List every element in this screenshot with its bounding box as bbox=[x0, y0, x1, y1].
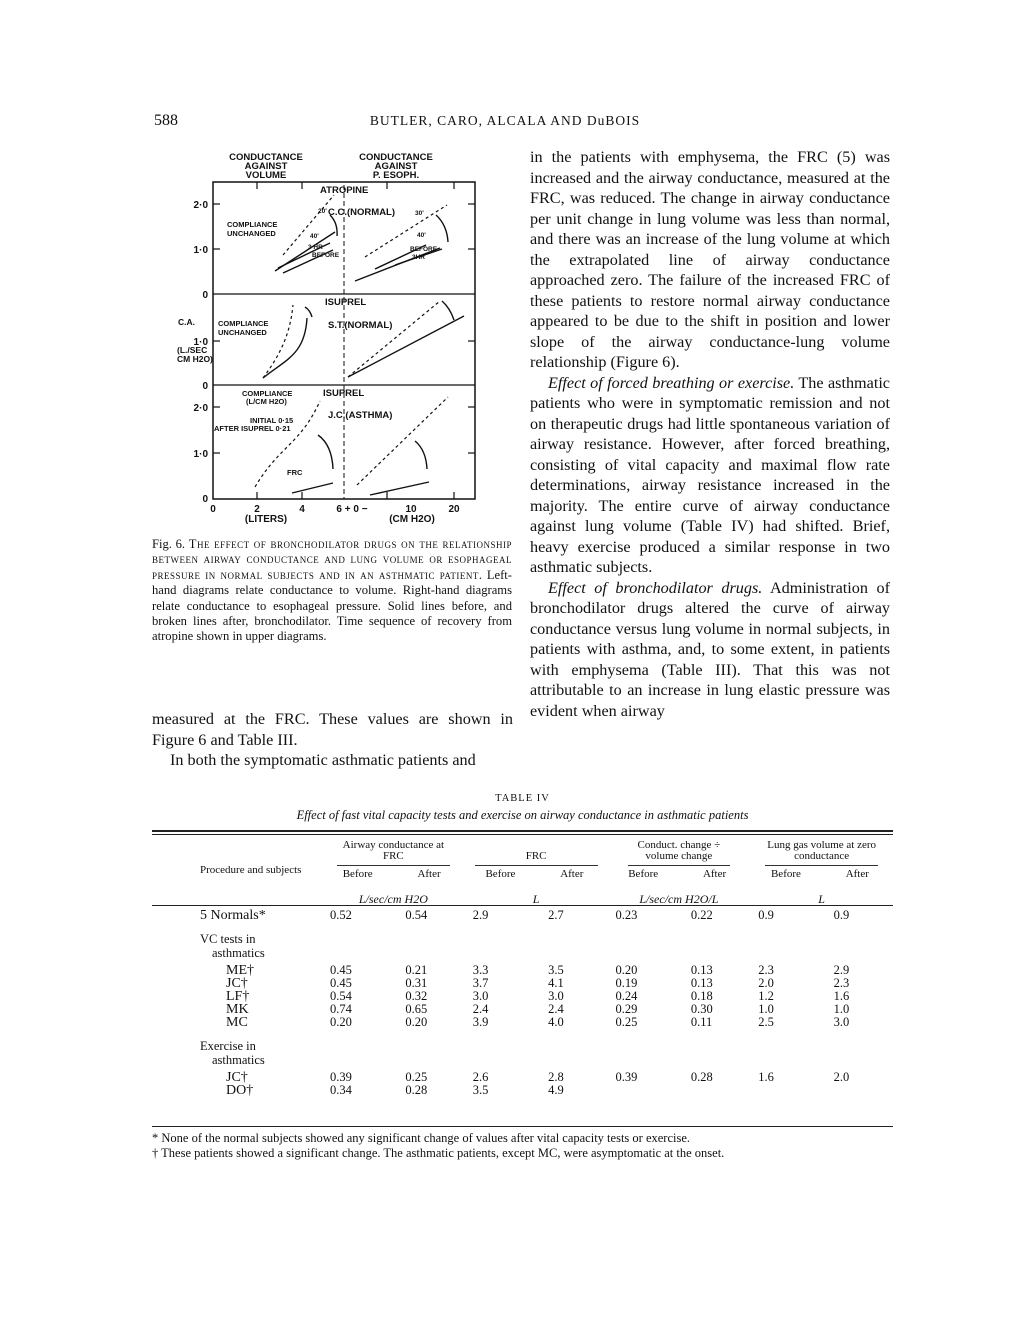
panel-subject: C.C.(NORMAL) bbox=[328, 207, 396, 218]
cell-value: 0.9 bbox=[758, 908, 774, 922]
panel-note: UNCHANGED bbox=[227, 229, 276, 238]
paragraph-body: Administration of bronchodilator drugs altered the curve of airway conductance versus lung volume in normal subjects, in patients with asthma, and, to some extent, in patients with emphysema (Table III). That this was not attributable to an increase in lung elastic pressure was evident when airway bbox=[530, 578, 890, 720]
x-unit: (LITERS) bbox=[244, 514, 288, 525]
row-label: 5 Normals* bbox=[200, 908, 266, 923]
y-label: C.A. bbox=[178, 317, 195, 327]
panel-note: INITIAL 0·15 bbox=[250, 416, 294, 425]
col-title: P. ESOPH. bbox=[372, 170, 420, 181]
cell-value: 1.2 bbox=[758, 989, 774, 1003]
cell-value: 0.32 bbox=[405, 989, 428, 1003]
cell-value: 0.54 bbox=[405, 908, 428, 922]
cell-value: 0.45 bbox=[330, 963, 352, 977]
paragraph: In both the symptomatic asthmatic patients and bbox=[170, 751, 476, 769]
col-title: CONDUCTANCE bbox=[359, 152, 433, 163]
cell-value: 0.29 bbox=[615, 1002, 638, 1016]
cell-value: 0.18 bbox=[690, 989, 713, 1003]
group-header: Conduct. change ÷ volume change bbox=[628, 840, 731, 866]
col-title: AGAINST bbox=[374, 161, 418, 172]
col-before: Before bbox=[485, 868, 516, 880]
paragraph: in the patients with emphysema, the FRC (5) was increased and the airway conductance, measured at the FRC, was reduced. The change in airway conductance per unit change in lung volume was less than normal, and there was an increase of the lung volume at which the extrapolated line of airway conductance approached zero. The failure of the increased FRC of these patients to restore normal airway conductance appeared to be due to the shift in position and lower slope of the airway conductance-lung volume relationship (Figure 6). bbox=[530, 148, 890, 371]
frc-label: FRC bbox=[287, 468, 303, 477]
cell-value bbox=[822, 1084, 893, 1097]
panel-drug: ATROPINE bbox=[320, 185, 369, 196]
footnote: * None of the normal subjects showed any significant change of values after vital capacity tests or exercise. bbox=[152, 1131, 691, 1145]
cell-value: 0.39 bbox=[330, 1070, 352, 1084]
cell-value: 3.5 bbox=[472, 1083, 489, 1097]
col-title: AGAINST bbox=[244, 161, 288, 172]
group-header: Lung gas volume at zero conductance bbox=[765, 840, 878, 866]
curve-label: BEFORE bbox=[410, 246, 438, 253]
cell-value: 0.25 bbox=[615, 1015, 638, 1029]
col-before: Before bbox=[770, 868, 801, 880]
table-row bbox=[152, 990, 893, 1003]
row-label: MK bbox=[226, 1002, 249, 1017]
table-row bbox=[152, 1067, 893, 1084]
curve-label: BEFORE bbox=[312, 252, 340, 259]
table-top-rule bbox=[152, 830, 893, 832]
x-tick: 2 bbox=[254, 504, 260, 515]
group-header: FRC bbox=[475, 851, 598, 866]
col-after: After bbox=[560, 868, 584, 880]
cell-value: 4.0 bbox=[548, 1015, 564, 1029]
table-row bbox=[152, 977, 893, 990]
table-group-row bbox=[152, 922, 893, 960]
cell-value: 2.9 bbox=[833, 963, 850, 977]
table-row bbox=[152, 1016, 893, 1029]
units: L bbox=[818, 892, 825, 906]
cell-value: 0.74 bbox=[330, 1002, 352, 1016]
units: L/sec/cm H2O/L bbox=[639, 892, 719, 906]
col-after: After bbox=[845, 868, 869, 880]
row-label: JC† bbox=[226, 976, 248, 991]
row-label: ME† bbox=[226, 963, 254, 978]
panel-note: UNCHANGED bbox=[218, 328, 267, 337]
y-tick: 1·0 bbox=[193, 337, 208, 348]
table-footnotes bbox=[152, 1131, 897, 1161]
panel-note: AFTER ISUPREL 0·21 bbox=[214, 424, 291, 433]
cell-value: 0.23 bbox=[615, 908, 638, 922]
cell-value: 0.21 bbox=[405, 963, 428, 977]
curve-label: 40' bbox=[417, 232, 426, 239]
figure-6 bbox=[150, 145, 490, 525]
group-label: VC tests in asthmatics bbox=[200, 932, 265, 960]
cell-value: 0.25 bbox=[405, 1070, 428, 1084]
cell-value: 0.20 bbox=[405, 1015, 428, 1029]
caption-lead: Fig. 6. bbox=[152, 537, 186, 551]
panel-note: COMPLIANCE bbox=[218, 319, 269, 328]
cell-value: 3.9 bbox=[472, 1015, 489, 1029]
cell-value bbox=[679, 1084, 750, 1097]
cell-value: 0.13 bbox=[690, 963, 713, 977]
table-title: TABLE IV bbox=[495, 793, 550, 804]
curve-label: 3 HR bbox=[308, 244, 323, 251]
x-unit: (CM H2O) bbox=[389, 514, 435, 525]
paragraph bbox=[530, 373, 890, 578]
panel-note: COMPLIANCE bbox=[242, 389, 293, 398]
x-tick: 20 bbox=[448, 504, 460, 515]
cell-value: 2.9 bbox=[472, 908, 489, 922]
panel-drug: ISUPREL bbox=[323, 388, 365, 399]
col-title: VOLUME bbox=[245, 170, 287, 181]
cell-value bbox=[608, 1084, 679, 1097]
row-label: LF† bbox=[226, 989, 250, 1004]
row-label: JC† bbox=[226, 1070, 248, 1085]
curve-label: 3HR bbox=[412, 254, 426, 261]
cell-value: 0.13 bbox=[690, 976, 713, 990]
group-label: Exercise in asthmatics bbox=[200, 1039, 265, 1067]
y-tick: 0 bbox=[202, 494, 208, 505]
cell-value: 2.4 bbox=[472, 1002, 489, 1016]
col-before: Before bbox=[342, 868, 373, 880]
panel-subject: S.T.(NORMAL) bbox=[328, 320, 393, 331]
cell-value: 3.7 bbox=[472, 976, 489, 990]
cell-value: 0.39 bbox=[615, 1070, 638, 1084]
cell-value: 0.22 bbox=[690, 908, 713, 922]
curve-label: 20' bbox=[318, 208, 327, 215]
cell-value: 0.52 bbox=[330, 908, 352, 922]
group-header: Airway conductance at FRC bbox=[337, 840, 450, 866]
cell-value: 1.0 bbox=[758, 1002, 774, 1016]
cell-value: 1.0 bbox=[833, 1002, 850, 1016]
x-tick: 6 + 0 − bbox=[336, 504, 368, 515]
table-row bbox=[152, 1084, 893, 1097]
paragraph: measured at the FRC. These values are shown in Figure 6 and Table III. bbox=[152, 710, 513, 749]
y-label: CM H2O) bbox=[177, 354, 213, 364]
panel-subject: J.C.(ASTHMA) bbox=[328, 410, 393, 421]
table-iv bbox=[152, 840, 893, 1097]
cell-value: 2.5 bbox=[758, 1015, 774, 1029]
panel-drug: ISUPREL bbox=[325, 297, 367, 308]
left-column-text bbox=[152, 709, 513, 771]
cell-value: 3.0 bbox=[833, 1015, 850, 1029]
row-label: DO† bbox=[226, 1083, 254, 1098]
panel-note: (L/CM H2O) bbox=[246, 397, 287, 406]
cell-value: 1.6 bbox=[833, 989, 850, 1003]
cell-value: 3.0 bbox=[472, 989, 489, 1003]
col-after: After bbox=[417, 868, 441, 880]
row-label: MC bbox=[226, 1015, 248, 1030]
cell-value: 4.9 bbox=[548, 1083, 564, 1097]
x-tick: 10 bbox=[405, 504, 417, 515]
cell-value: 0.28 bbox=[690, 1070, 713, 1084]
curve-label: 40' bbox=[310, 233, 319, 240]
col-after: After bbox=[702, 868, 727, 880]
cell-value: 0.45 bbox=[330, 976, 352, 990]
cell-value bbox=[750, 1084, 821, 1097]
cell-value: 0.28 bbox=[405, 1083, 428, 1097]
paragraph bbox=[530, 578, 890, 722]
y-tick: 1·0 bbox=[193, 245, 208, 256]
curve-label: 30' bbox=[415, 210, 424, 217]
table-subtitle: Effect of fast vital capacity tests and exercise on airway conductance in asthmatic patients bbox=[296, 808, 749, 822]
table-bottom-rule bbox=[152, 1126, 893, 1127]
cell-value: 2.6 bbox=[472, 1070, 489, 1084]
cell-value: 3.3 bbox=[472, 963, 489, 977]
table-top-rule bbox=[152, 834, 893, 835]
paragraph-body: The asthmatic patients who were in symptomatic remission and not on therapeutic drugs had little spontaneous variation of airway resistance. However, after forced breathing, consisting of vital capacity and maximal flow rate determinations, airway resistance increased in the majority. The entire curve of airway conductance against lung volume (Table IV) had shifted. Brief, heavy exercise produced a similar response in two asthmatic subjects. bbox=[530, 373, 890, 576]
figure-caption bbox=[152, 537, 512, 645]
table-group-row bbox=[152, 1029, 893, 1067]
x-tick: 4 bbox=[299, 504, 305, 515]
x-tick: 0 bbox=[210, 504, 216, 515]
caption-body: Left-hand diagrams relate conductance to volume. Right-hand diagrams relate conductance to esophageal pressure. Solid lines before, and broken lines after, bronchodilator. Time sequence of recovery from atropine shown in upper diagrams. bbox=[152, 567, 512, 644]
cell-value: 3.5 bbox=[548, 963, 564, 977]
cell-value: 0.54 bbox=[330, 989, 352, 1003]
table-row bbox=[152, 907, 893, 922]
cell-value: 2.3 bbox=[758, 963, 774, 977]
y-tick: 2·0 bbox=[193, 200, 208, 211]
y-label: (L./SEC bbox=[177, 345, 208, 355]
footnote: † These patients showed a significant change. The asthmatic patients, except MC, were asymptomatic at the onset. bbox=[152, 1146, 725, 1160]
cell-value: 4.1 bbox=[548, 976, 564, 990]
cell-value: 2.3 bbox=[833, 976, 850, 990]
cell-value: 3.0 bbox=[548, 989, 564, 1003]
y-tick: 0 bbox=[202, 290, 208, 301]
panel-note: COMPLIANCE bbox=[227, 220, 278, 229]
cell-value: 0.34 bbox=[330, 1083, 352, 1097]
section-heading: Effect of forced breathing or exercise. bbox=[548, 373, 795, 392]
curves bbox=[263, 215, 464, 495]
cell-value: 0.11 bbox=[690, 1015, 713, 1029]
cell-value: 0.9 bbox=[833, 908, 850, 922]
table-row bbox=[152, 960, 893, 977]
cell-value: 0.30 bbox=[690, 1002, 713, 1016]
cell-value: 0.31 bbox=[405, 976, 428, 990]
cell-value: 2.7 bbox=[548, 908, 564, 922]
units: L bbox=[532, 892, 540, 906]
caption-title: The effect of bronchodilator drugs on the relationship between airway conductance and lung volume or esophageal pressure in normal subjects and in an asthmatic patient. bbox=[152, 537, 512, 582]
cell-value: 0.65 bbox=[405, 1002, 428, 1016]
cell-value: 0.24 bbox=[615, 989, 638, 1003]
cell-value: 0.20 bbox=[615, 963, 638, 977]
cell-value: 2.4 bbox=[548, 1002, 564, 1016]
cell-value: 0.20 bbox=[330, 1015, 352, 1029]
cell-value: 2.0 bbox=[758, 976, 774, 990]
cell-value: 1.6 bbox=[758, 1070, 774, 1084]
col-before: Before bbox=[628, 868, 659, 880]
y-tick: 1·0 bbox=[193, 449, 208, 460]
cell-value: 2.0 bbox=[833, 1070, 850, 1084]
row-header: Procedure and subjects bbox=[200, 864, 302, 876]
units: L/sec/cm H2O bbox=[358, 892, 428, 906]
table-row bbox=[152, 1003, 893, 1016]
cell-value: 0.19 bbox=[615, 976, 638, 990]
running-head: BUTLER, CARO, ALCALA AND DuBOIS bbox=[369, 113, 641, 128]
col-title: CONDUCTANCE bbox=[229, 152, 303, 163]
y-tick: 0 bbox=[202, 381, 208, 392]
cell-value: 2.8 bbox=[548, 1070, 564, 1084]
right-column-text bbox=[530, 147, 890, 721]
y-tick: 2·0 bbox=[193, 403, 208, 414]
page-number: 588 bbox=[154, 112, 178, 129]
section-heading: Effect of bronchodilator drugs. bbox=[548, 578, 763, 597]
